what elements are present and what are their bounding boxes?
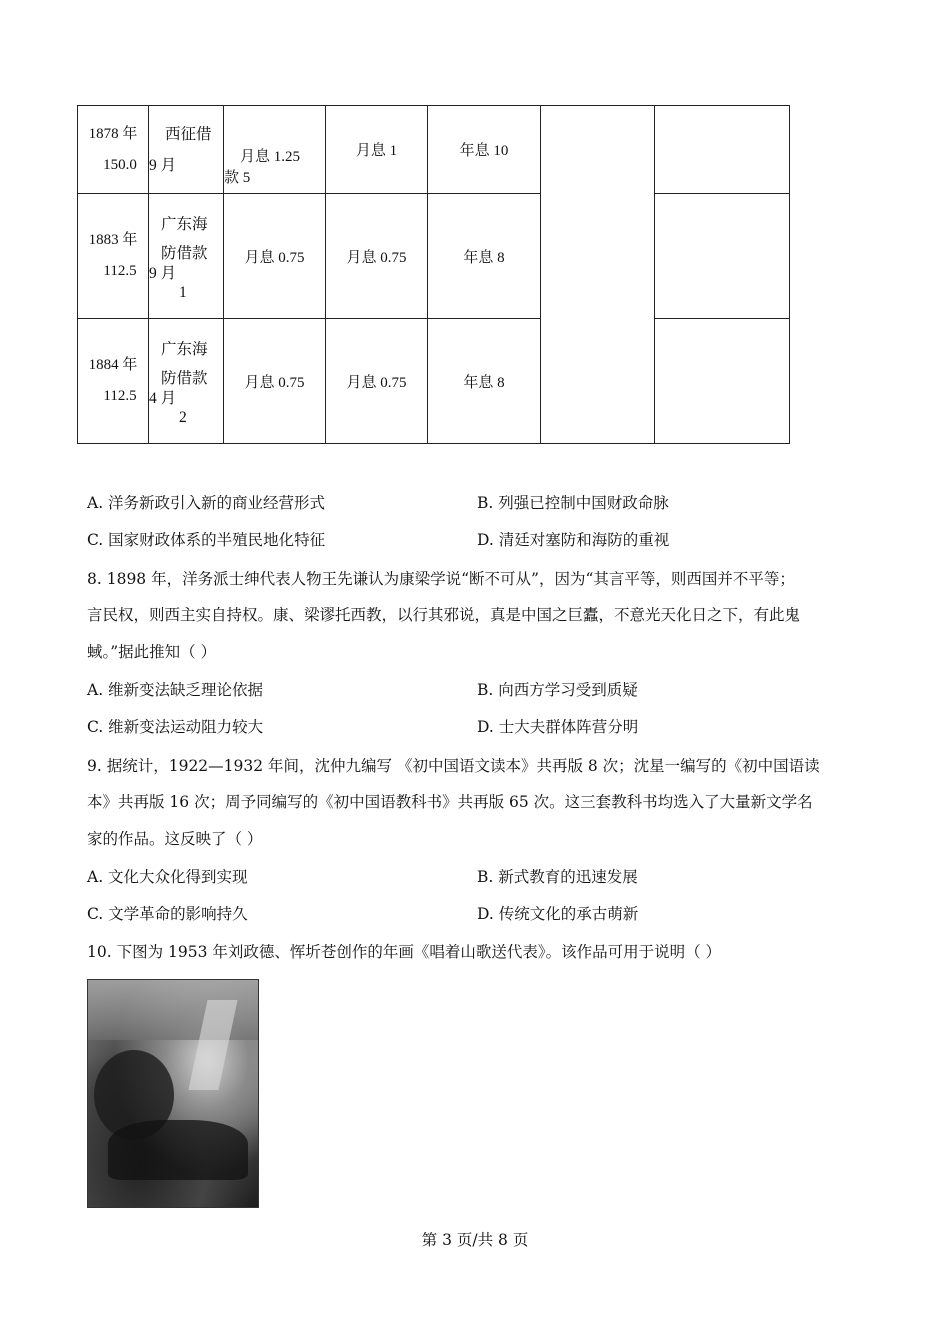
loan-table <box>77 105 790 444</box>
q9-option-a[interactable]: A. 文化大众化得到实现 <box>87 868 248 886</box>
rate-cell: 月息 0.75 <box>224 194 326 319</box>
loan-name-text: 防借款 <box>161 245 208 262</box>
new-year-painting-image <box>87 979 259 1208</box>
year-text: 1884 年 <box>88 357 138 373</box>
q8-option-b[interactable]: B. 向西方学习受到质疑 <box>477 681 638 699</box>
empty-cell <box>655 106 790 194</box>
q8-stem-line: 言民权，则西主实自持权。康、梁谬托西教，以行其邪说，真是中国之巨蠹，不意光天化日之下，有此鬼 <box>87 606 801 624</box>
q9-stem-line: 9. 据统计，1922—1932 年间，沈仲九编写 《初中国语文读本》共再版 8 次；沈星一编写的《初中国语读 <box>87 757 820 775</box>
rate-cell: 年息 10 <box>428 106 541 194</box>
rate-cell: 月息 0.75 <box>326 319 428 444</box>
q7-option-b[interactable]: B. 列强已控制中国财政命脉 <box>477 494 669 512</box>
rate-cell: 年息 8 <box>428 319 541 444</box>
q9-stem-line: 家的作品。这反映了（ ） <box>87 830 263 848</box>
q9-stem-line: 本》共再版 16 次；周予同编写的《初中国语教科书》共再版 65 次。这三套教科书均选入了大量新文学名 <box>87 793 813 811</box>
loan-name-cell <box>149 194 224 319</box>
q7-option-d[interactable]: D. 清廷对塞防和海防的重视 <box>477 531 670 549</box>
rate-text: 月息 1.25 <box>240 148 301 165</box>
year-cell <box>78 194 149 319</box>
loan-name-text: 西征借 <box>165 125 212 143</box>
amount-text: 150.0 <box>103 156 137 173</box>
rate-cell: 月息 0.75 <box>224 319 326 444</box>
q8-stem-line: 蜮。”据此推知（ ） <box>87 643 217 661</box>
loan-name-text: 广东海 <box>161 216 208 233</box>
rate-cell: 月息 1 <box>326 106 428 194</box>
table-row <box>78 319 790 444</box>
loan-month-text: 4 月 <box>149 390 177 407</box>
q8-option-a[interactable]: A. 维新变法缺乏理论依据 <box>87 681 264 699</box>
empty-cell <box>655 319 790 444</box>
year-cell <box>78 319 149 444</box>
q8-stem-line: 8. 1898 年，洋务派士绅代表人物王先谦认为康梁学说“断不可从”，因为“其言平等，则西国并不平等； <box>87 570 795 588</box>
q7-option-c[interactable]: C. 国家财政体系的半殖民地化特征 <box>87 531 326 549</box>
loan-month-text: 9 月 <box>149 156 177 174</box>
painting-crowd <box>108 1120 248 1180</box>
loan-name-cell <box>149 106 224 194</box>
loan-name-text: 防借款 <box>161 370 208 387</box>
loan-name-cell <box>149 319 224 444</box>
q9-option-b[interactable]: B. 新式教育的迅速发展 <box>477 868 638 886</box>
loan-number-text: 2 <box>179 409 187 426</box>
year-text: 1883 年 <box>88 232 138 248</box>
empty-merged-cell <box>541 106 655 444</box>
amount-text: 112.5 <box>103 388 137 404</box>
q8-option-c[interactable]: C. 维新变法运动阻力较大 <box>87 718 264 736</box>
table-row <box>78 106 790 194</box>
loan-month-text: 9 月 <box>149 265 177 282</box>
loan-name-tail-text: 款 5 <box>224 169 251 186</box>
q9-option-d[interactable]: D. 传统文化的承古萌新 <box>477 905 639 923</box>
year-text: 1878 年 <box>88 125 138 142</box>
loan-number-text: 1 <box>179 284 187 301</box>
empty-cell <box>655 194 790 319</box>
table-row <box>78 194 790 319</box>
q10-stem-line: 10. 下图为 1953 年刘政德、恽圻苍创作的年画《唱着山歌送代表》。该作品可用于说明（ ） <box>87 943 722 961</box>
q7-option-a[interactable]: A. 洋务新政引入新的商业经营形式 <box>87 494 326 512</box>
page-number: 第 3 页/共 8 页 <box>421 1231 529 1249</box>
q8-option-d[interactable]: D. 士大夫群体阵营分明 <box>477 718 639 736</box>
amount-text: 112.5 <box>103 263 137 279</box>
year-cell <box>78 106 149 194</box>
rate-cell: 年息 8 <box>428 194 541 319</box>
rate-cell: 月息 0.75 <box>326 194 428 319</box>
loan-name-text: 广东海 <box>161 341 208 358</box>
q9-option-c[interactable]: C. 文学革命的影响持久 <box>87 905 248 923</box>
rate-cell <box>224 106 326 194</box>
